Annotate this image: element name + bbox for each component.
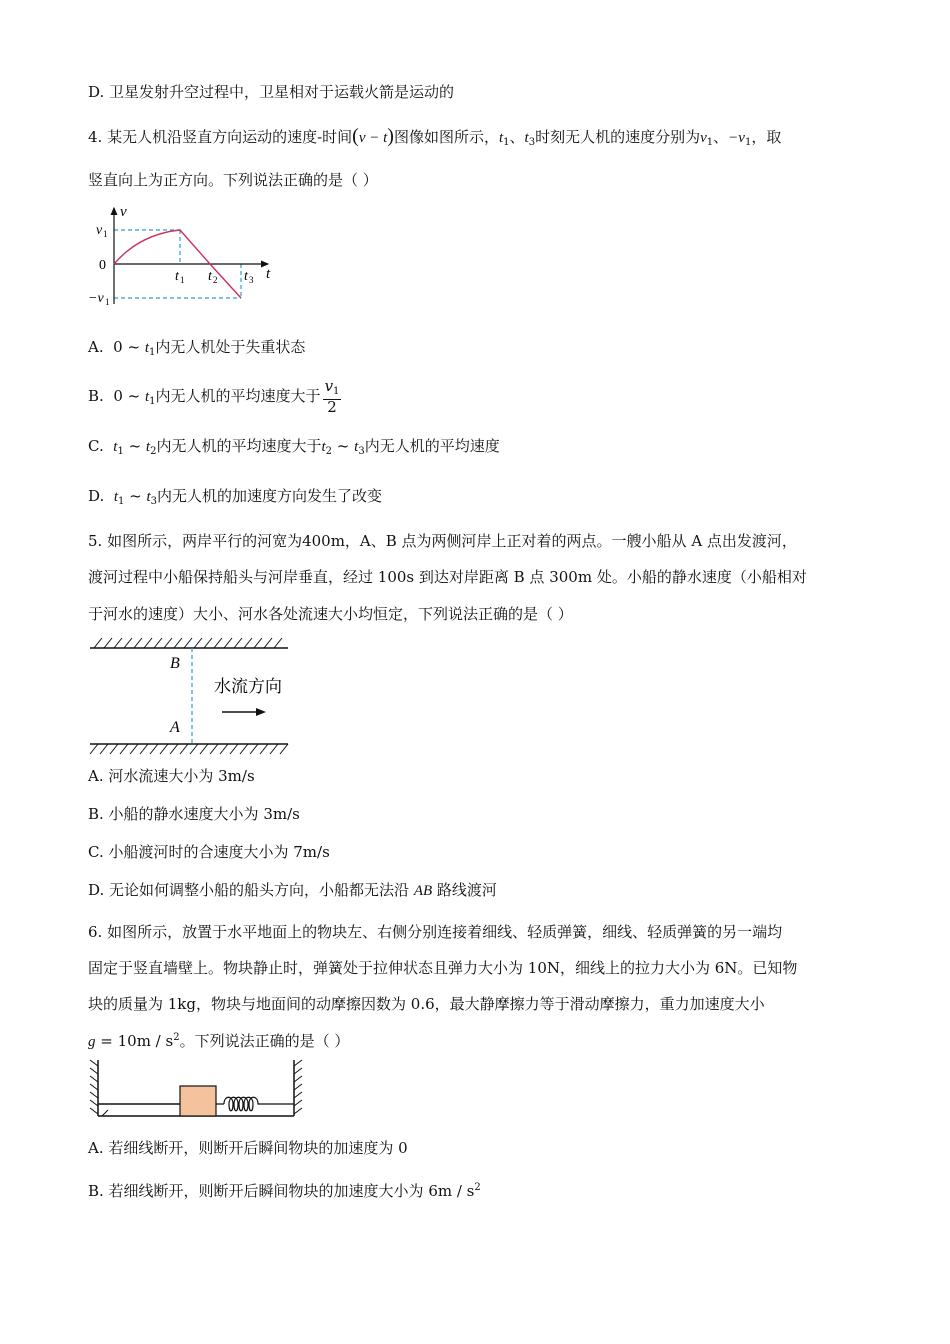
t1-sub: 1 [180,275,185,285]
q4-option-b: B. 0 ~ $t_1$内无人机的平均速度大于 $\frac{v_1}{2}$ [88,377,340,416]
q6-stem-line1: 6. 如图所示，放置于水平地面上的物块左、右侧分别连接着细线、轻质弹簧，细线、轻质弹簧的另一端均 [88,923,783,941]
v1-label: v [96,223,103,238]
v1-over-2-fraction: $\frac{v_1}{2}$ [324,377,340,416]
q5-river-figure [88,636,298,756]
q4-option-d: D. $t_1$ ~ $t_3$内无人机的加速度方向发生了改变 [88,487,383,507]
x-axis-label: t [266,266,271,282]
q4-option-a: A. 0 ~ $t_1$内无人机处于失重状态 [88,338,306,358]
right-wall-hatch [294,1060,302,1114]
origin-label: 0 [99,258,106,273]
t3-label: t [244,269,248,284]
q4-option-c: C. $t_1$ ~ $t_2$内无人机的平均速度大于$t_2$ ~ $t_3$内无人机的平均速度 [88,437,500,457]
q5-option-c: C. 小船渡河时的合速度大小为 7m/s [88,843,330,861]
left-wall-hatch [90,1060,98,1114]
q6-block-spring-figure [88,1058,308,1120]
flow-arrow-head [256,708,266,716]
q6-stem-line2: 固定于竖直墙壁上。物块静止时，弹簧处于拉伸状态且弹力大小为 10N，细线上的拉力大小为 6N。已知物 [88,959,798,977]
t1-label: t [175,269,179,284]
y-axis-label: v [120,204,127,220]
neg-v1-label: −v [88,291,104,306]
q5-option-b: B. 小船的静水速度大小为 3m/s [88,805,300,823]
q6-option-a: A. 若细线断开，则断开后瞬间物块的加速度为 0 [88,1139,408,1157]
spring [216,1097,294,1111]
q5-option-d: D. 无论如何调整小船的船头方向，小船都无法沿 AB 路线渡河 [88,881,497,899]
q6-stem-line3: 块的质量为 1kg，物块与地面间的动摩擦因数为 0.6，最大静摩擦力等于滑动摩擦力，重力加速度大小 [88,995,765,1013]
point-b-label: B [170,655,180,672]
q4-stem-line1: 4. 某无人机沿竖直方向运动的速度-时间(v − t)图像如图所示，$t_1$、$t_3$时刻无人机的速度分别为$v_1$、$-v_1$，取 [88,125,782,148]
top-bank-hatch [94,638,282,648]
v1-sub: 1 [103,229,108,239]
t2-label: t [208,269,212,284]
q5-stem-line2: 渡河过程中小船保持船头与河岸垂直，经过 100s 到达对岸距离 B 点 300m 处。小船的静水速度（小船相对 [88,568,807,586]
neg-v1-sub: 1 [105,297,110,307]
block [180,1086,216,1116]
q4-vt-graph [88,200,288,310]
q6-stem-line4: $g = 10m / s^2$。下列说法正确的是（ ） [88,1032,350,1050]
q5-stem-line1: 5. 如图所示，两岸平行的河宽为400m，A、B 点为两侧河岸上正对着的两点。一艘小船从 A 点出发渡河， [88,532,797,550]
bottom-bank-hatch [90,744,288,754]
q3-option-d: D. 卫星发射升空过程中，卫星相对于运载火箭是运动的 [88,83,455,101]
q6-option-b: B. 若细线断开，则断开后瞬间物块的加速度大小为 $6m / s^2$ [88,1182,481,1200]
t2-sub: 2 [213,275,218,285]
q4-stem-line2: 竖直向上为正方向。下列说法正确的是（ ） [88,171,378,189]
point-a-label: A [170,719,180,736]
q5-stem-line3: 于河水的速度）大小、河水各处流速大小均恒定，下列说法正确的是（ ） [88,605,573,623]
q5-option-a: A. 河水流速大小为 3m/s [88,767,255,785]
t3-sub: 3 [249,275,254,285]
flow-direction-label: 水流方向 [214,677,282,697]
